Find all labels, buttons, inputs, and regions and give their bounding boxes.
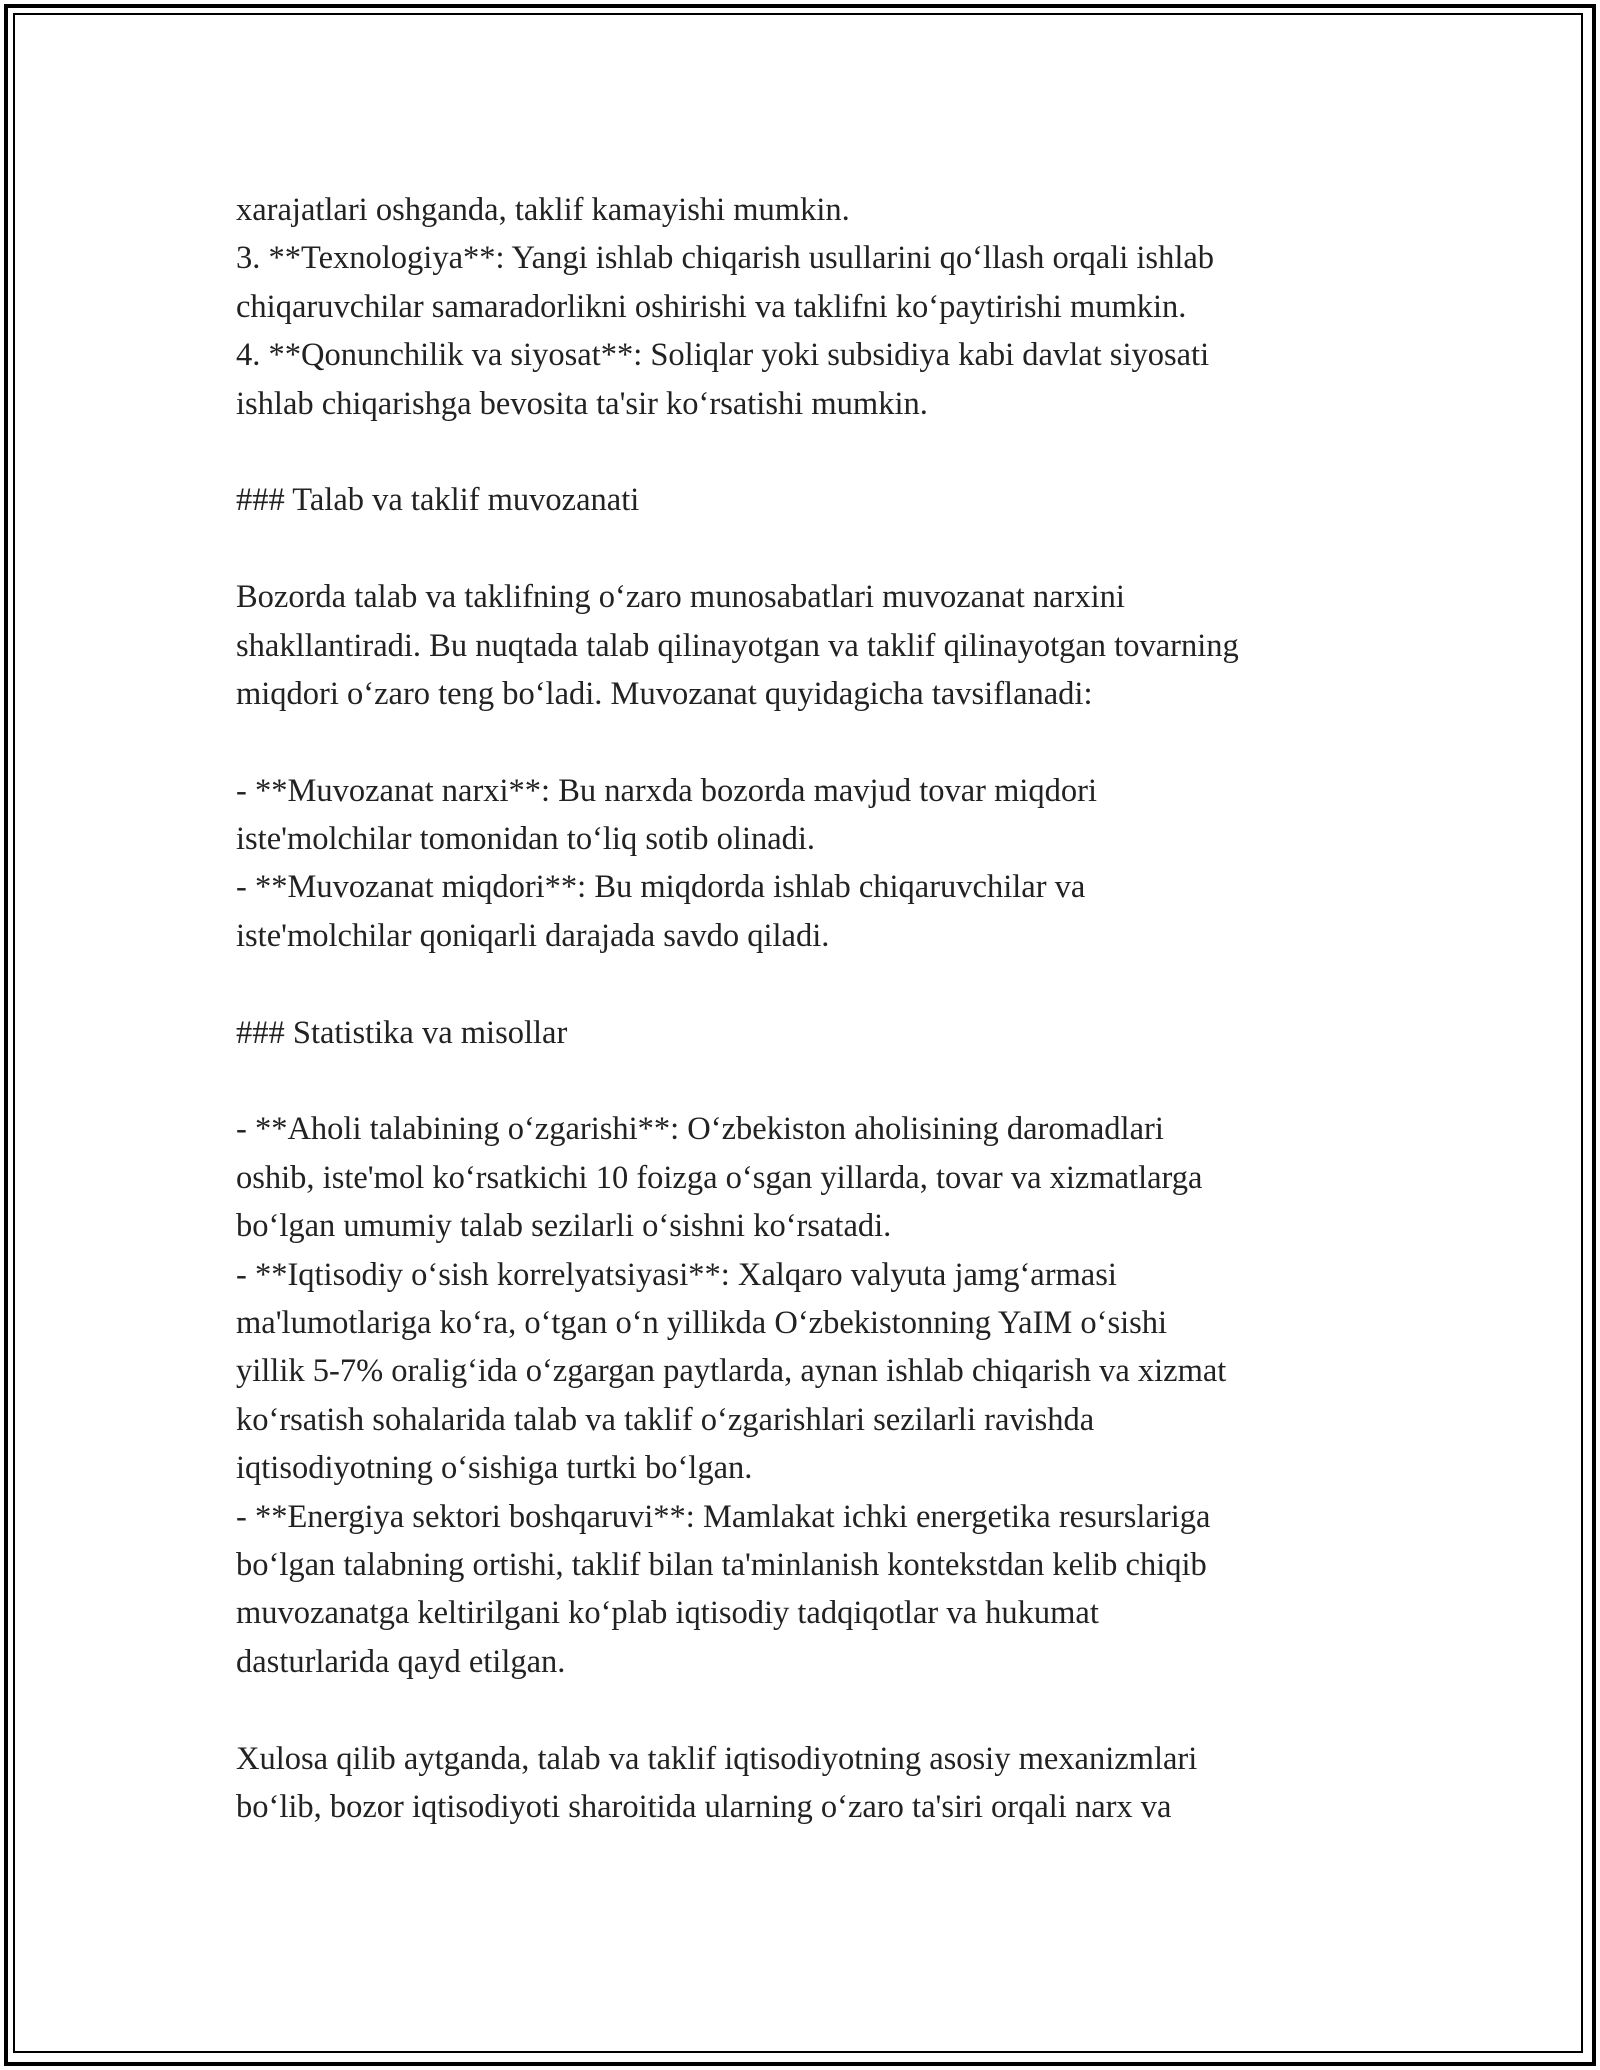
text-line: iste'molchilar qoniqarli darajada savdo qiladi.: [236, 917, 830, 954]
text-line: 3. **Texnologiya**: Yangi ishlab chiqarish usullarini qo‘llash orqali ishlab: [236, 240, 1215, 277]
text-line: bo‘lib, bozor iqtisodiyoti sharoitida ularning o‘zaro ta'siri orqali narx va: [236, 1788, 1172, 1825]
section-heading: ### Talab va taklif muvozanati: [236, 482, 640, 519]
section-heading: ### Statistika va misollar: [236, 1014, 568, 1051]
text-line: shakllantiradi. Bu nuqtada talab qilinayotgan va taklif qilinayotgan tovarning: [236, 627, 1239, 664]
text-line: ishlab chiqarishga bevosita ta'sir ko‘rsatishi mumkin.: [236, 385, 928, 422]
text-line: ko‘rsatish sohalarida talab va taklif o‘zgarishlari sezilarli ravishda: [236, 1401, 1095, 1438]
bullet-line: - **Muvozanat narxi**: Bu narxda bozorda mavjud tovar miqdori: [236, 772, 1098, 809]
text-line: iste'molchilar tomonidan to‘liq sotib olinadi.: [236, 821, 816, 858]
text-line: iqtisodiyotning o‘sishiga turtki bo‘lgan.: [236, 1450, 753, 1487]
text-line: bo‘lgan umumiy talab sezilarli o‘sishni ko‘rsatadi.: [236, 1208, 892, 1245]
text-line: muvozanatga keltirilgani ko‘plab iqtisodiy tadqiqotlar va hukumat: [236, 1595, 1099, 1632]
text-line: Bozorda talab va taklifning o‘zaro munosabatlari muvozanat narxini: [236, 579, 1125, 616]
bullet-line: - **Muvozanat miqdori**: Bu miqdorda ishlab chiqaruvchilar va: [236, 869, 1086, 906]
text-line: yillik 5-7% oralig‘ida o‘zgargan paytlarda, aynan ishlab chiqarish va xizmat: [236, 1353, 1227, 1390]
bullet-line: - **Aholi talabining o‘zgarishi**: O‘zbekiston aholisining daromadlari: [236, 1111, 1164, 1148]
blank-line: [236, 1686, 1386, 1734]
blank-line: [236, 960, 1386, 1008]
text-line: oshib, iste'mol ko‘rsatkichi 10 foizga o‘sgan yillarda, tovar va xizmatlarga: [236, 1159, 1203, 1196]
text-line: ma'lumotlariga ko‘ra, o‘tgan o‘n yillikda O‘zbekistonning YaIM o‘sishi: [236, 1304, 1168, 1341]
text-line: Xulosa qilib aytganda, talab va taklif iqtisodiyotning asosiy mexanizmlari: [236, 1740, 1198, 1777]
blank-line: [236, 525, 1386, 573]
text-line: bo‘lgan talabning ortishi, taklif bilan ta'minlanish kontekstdan kelib chiqib: [236, 1546, 1207, 1583]
text-line: xarajatlari oshganda, taklif kamayishi mumkin.: [236, 192, 850, 228]
blank-line: [236, 428, 1386, 476]
text-line: 4. **Qonunchilik va siyosat**: Soliqlar yoki subsidiya kabi davlat siyosati: [236, 337, 1210, 374]
bullet-line: - **Iqtisodiy o‘sish korrelyatsiyasi**: Xalqaro valyuta jamg‘armasi: [236, 1256, 1117, 1293]
blank-line: [236, 718, 1386, 766]
document-body: [236, 186, 1386, 1831]
blank-line: [236, 1057, 1386, 1105]
text-line: miqdori o‘zaro teng bo‘ladi. Muvozanat quyidagicha tavsiflanadi:: [236, 675, 1093, 712]
bullet-line: - **Energiya sektori boshqaruvi**: Mamlakat ichki energetika resurslariga: [236, 1498, 1211, 1535]
text-line: chiqaruvchilar samaradorlikni oshirishi va taklifni ko‘paytirishi mumkin.: [236, 288, 1187, 325]
text-line: dasturlarida qayd etilgan.: [236, 1643, 566, 1680]
